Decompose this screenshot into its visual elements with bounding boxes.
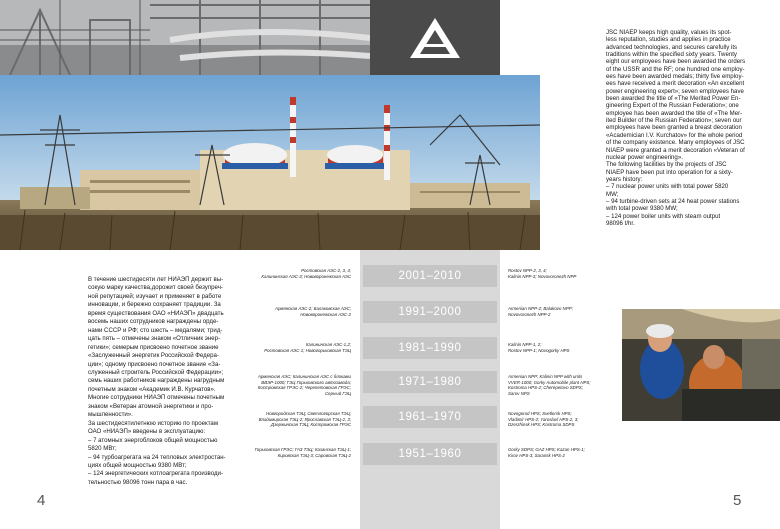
decade-label: 1961–1970 [398,411,462,423]
logo-panel [370,0,500,75]
decade-label: 2001–2010 [398,270,462,282]
timeline-left-label: Калининская АЭС-1,2; Ростовская АЭС-1; Новогорьковская ТЭЦ [264,342,351,353]
timeline-right-label: Armenian NPP-2; Balakovo NPP; Novovoronezh NPP-2 [508,306,573,317]
timeline-right-label: Rostov NPP-2, 3, 4; Kalinin NPP-3; Novovoronezh NPP [508,268,577,279]
decade-label: 1981–1990 [398,342,462,354]
workers-photo [622,309,780,421]
russian-body-text: В течение шестидесяти лет НИАЭП держит вы- сокую марку качества,дорожит своей безупреч- ной репутацией; изучает и применяет в работе инновации, и бережно сохраняет традиции. За время существования ОАО «НИАЭП» двадцать восемь наших сотрудников награждены орде- нами СССР и РФ; сто шесть – медалями; трид- цать пять – отмечены знаком «Отличник энер- гетики»; семерым присвоено почетное звание «Заслуженный энергетик Российской Федера- ции»; одному присвоено почетное звание «За- служенный строитель Российской Федерации»; семь наших работников награждены нагрудным почетным знаком «Академик И.В. Курчатов». Многие сотрудники НИАЭП отмечены почетным знаком «Ветеран атомной энергетики и про- мышленности». За шестидесятилетнюю историю по проектам ОАО «НИАЭП» введены в эксплуатацию: – 7 атомных энергоблоков общей мощностью 5820 МВт; – 94 турбоагрегата на 24 тепловых электростан- циях общей мощностью 9380 МВт; – 124 энергетических котлоагрегата производи- тельностью 98096 тонн пара в час. [88,276,226,486]
timeline-left-label: Новгородская ТЭЦ; Светлогорская ТЭЦ; Владимирская ТЭЦ-2; Ярославская ТЭЦ-2, 3; Дзержинская ТЭЦ; Костромская ГРЭС [258,411,351,427]
top-industrial-photo [0,0,370,75]
page-number-left: 4 [37,492,46,509]
timeline-right-label: Novogorod HPS; Svetlorsk HPS; Vladimir HPS-2; Yaroslavl HPS-2, 3; Dzerzhinsk HPS; Kostroma SDPS [508,411,579,427]
timeline-right-label: Kalinin NPP-1, 2; Rostov NPP-1; Novogorky HPS [508,342,570,353]
timeline-left-label: Горьковская ГРЭС; ГАЗ ТЭЦ; Казанская ТЭЦ-1; Кировская ТЭЦ-3; Саровская ТЭЦ-2 [254,447,351,458]
timeline-left-label: Ростовская АЭС-2, 3, 4; Калининская АЭС-3; Нововоронежская АЭС [261,268,351,279]
timeline-left-label: Армянская АЭС; Калининская АЭС с блоками ВВЭР-1000; ГЭЦ Горьковского автозавода; Костромская ГРЭС-2; Черепетовская ГРЭС; Серный ГЭЦ [257,374,351,396]
power-plant-photo [0,75,540,250]
english-body-text: JSC NIAEP keeps high quality, values its spot- less reputation, studies and applies in practice advanced technologies, and secures carefully its traditions within the specified sixty years. Twenty eight our employees have been awarded the orders of the USSR and the RF; one hundred one employ- ees have been awarded medals; thirty five employ- ees have received a merit decoration «An excellent power engineering expert»; seven employees have been awarded the title of «The Merited Power En- gineering Expert of the Russian Federation»; one employee has been awarded the title of «The Mer- ited Builder of the Russian Federation»; seven our employees have been granted a breast decoration «Academician I.V. Kurchatov» for the whole period of the company existence. Many employees of JSC NIAEP were granted a merit decoration «Veteran of nuclear power engineering». The following facilities by the projects of JSC NIAEP have been put into operation for a sixty- years history: – 7 nuclear power units with total power 5820 MW; – 94 turbine-driven sets at 24 heat power stations with total power 9380 MW; – 124 power boiler units with steam output 98096 t/hr. [606,29,746,227]
timeline-right-label: Armenian NPP; Kalinin NPP with units VVER-1000; Gorky Automobile plant HPS; Kostroma HPS-2; Cherepetovo SDPS; Sarov NPS [508,374,591,396]
triangle-logo-icon [370,0,500,75]
decade-label: 1971–1980 [398,376,462,388]
decade-label: 1991–2000 [398,306,462,318]
timeline-left-label: Армянская АЭС-2; Балаковская АЭС; Нововоронежская АЭС-2 [275,306,351,317]
timeline-right-label: Gorky SDPS; GAZ HPS; Kazan HPS-1; Kirov HPS-3; Saransk HPS-2 [508,447,585,458]
decade-label: 1951–1960 [398,448,462,460]
page-number-right: 5 [733,492,742,509]
